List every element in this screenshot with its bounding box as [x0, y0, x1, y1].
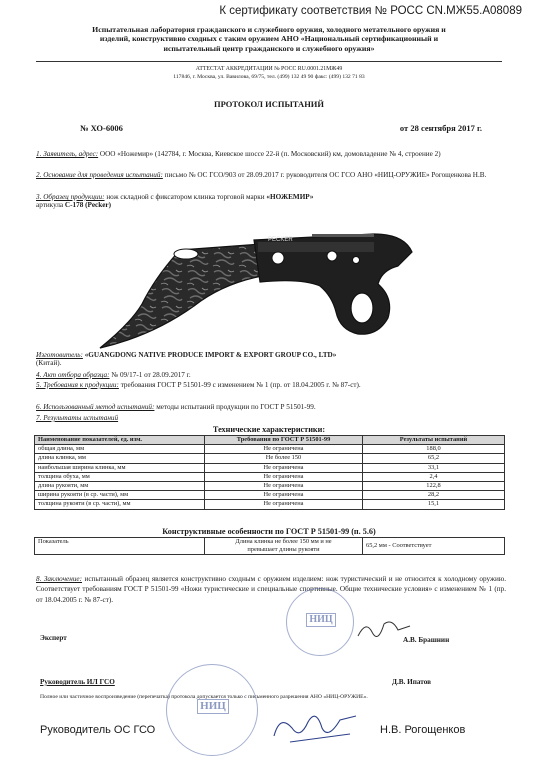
- sample-article-prefix: артикула: [36, 201, 64, 210]
- head-signature-icon: [270, 706, 360, 746]
- accreditation: АТТЕСТАТ АККРЕДИТАЦИИ № РОСС RU.0001.21МЖ49: [195, 66, 343, 72]
- results-label: 7. Результаты испытаний: [36, 414, 119, 422]
- table-row: [35, 491, 505, 500]
- protocol-title: ПРОТОКОЛ ИСПЫТАНИЙ: [213, 99, 325, 109]
- lab-header-line-1: Испытательная лаборатория гражданского и служебного оружия, холодного метательного оружия и: [92, 25, 446, 34]
- spec-cell-result: 15,1: [363, 500, 505, 509]
- expert-name: А.В. Брашнин: [403, 636, 450, 644]
- bottom-left-signatory: Руководитель ОС ГСО: [40, 724, 156, 736]
- spec-cell-req: Не ограничена: [205, 482, 363, 491]
- spec-header-result: Результаты испытаний: [363, 436, 505, 445]
- spec-cell-result: 33,1: [363, 463, 505, 472]
- table-row: [35, 472, 505, 481]
- bottom-right-signatory: Н.В. Рогощенков: [380, 724, 466, 736]
- spec-header-row: [35, 436, 505, 445]
- spec-table: [34, 435, 505, 510]
- spec-cell-req: Не ограничена: [205, 500, 363, 509]
- manufacturer-label: Изготовитель:: [36, 351, 83, 359]
- lab-header-line-2: изделий, конструктивно сходных с таким оружием АНО «Национальный сертификационный и: [99, 34, 439, 44]
- requirements-label: 5. Требования к продукции:: [36, 381, 119, 389]
- method-label: 6. Использованный метод испытаний:: [36, 403, 155, 411]
- table-row: [35, 445, 505, 454]
- sampling-act-label: 4. Акт отбора образца:: [36, 371, 110, 379]
- round-stamp-upper: [286, 588, 354, 656]
- applicant-label: 1. Заявитель, адрес:: [36, 150, 99, 158]
- spec-header-req: Требования по ГОСТ Р 51501-99: [205, 436, 363, 445]
- conclusion: [36, 574, 506, 605]
- spec-cell-name: общая длина, мм: [35, 445, 205, 454]
- stamp-text-upper: НИЦ: [306, 613, 336, 627]
- lab-address: 117846, г. Москва, ул. Вавилова, 69/75, тел. (499) 132 49 90 факс: (499) 132 71 83: [173, 74, 365, 80]
- spec-cell-result: 65,2: [363, 454, 505, 463]
- item-manufacturer: [36, 351, 506, 368]
- manufacturer-text: «GUANGDONG NATIVE PRODUCE IMPORT & EXPORT GROUP CO., LTD»: [84, 351, 337, 359]
- table-row: [35, 454, 505, 463]
- constr-requirement: [205, 538, 363, 555]
- sample-article: С-178 (Pecker): [64, 201, 112, 210]
- spec-cell-result: 122,8: [363, 482, 505, 491]
- spec-cell-result: 2,4: [363, 472, 505, 481]
- spec-cell-name: толщина рукояти (в ср. части), мм: [35, 500, 205, 509]
- constr-result: 65,2 мм - Соответствует: [363, 538, 505, 555]
- certificate-note: К сертификату соответствия № РОСС CN.МЖ55.А08089: [219, 5, 522, 17]
- constr-table: [34, 537, 505, 555]
- basis-label: 2. Основание для проведения испытаний:: [36, 171, 163, 179]
- round-stamp-lower: [166, 664, 258, 756]
- spec-cell-req: Не ограничена: [205, 472, 363, 481]
- spec-cell-req: Не более 150: [205, 454, 363, 463]
- spec-cell-name: ширина рукояти (в ср. части), мм: [35, 491, 205, 500]
- table-row: [35, 538, 505, 555]
- spec-cell-req: Не ограничена: [205, 491, 363, 500]
- spec-cell-req: Не ограничена: [205, 463, 363, 472]
- constr-requirement-line-1: Длина клинка не более 150 мм и не: [235, 538, 332, 545]
- head-lab-name: Д.В. Ипатов: [392, 678, 432, 686]
- sample-label: 3. Образец продукции:: [36, 193, 105, 201]
- table-row: [35, 463, 505, 472]
- spec-cell-name: наибольшая ширина клинка, мм: [35, 463, 205, 472]
- item-results: [36, 414, 506, 422]
- constr-title: Конструктивные особенности по ГОСТ Р 51501-99 (п. 5.6): [162, 527, 376, 536]
- table-row: [35, 482, 505, 491]
- spec-cell-result: 28,2: [363, 491, 505, 500]
- lab-header-line-3: испытательный центр гражданского и служебного оружия»: [163, 43, 375, 53]
- sample-text: нож складной с фиксатором клинка торговой марки: [106, 193, 265, 201]
- applicant-text: ООО «Ножемир» (142784, г. Москва, Киевское шоссе 22-й (п. Московский) км, домовладение № 4, строение 2): [99, 150, 441, 158]
- table-row: [35, 500, 505, 509]
- constr-label: Показатель: [35, 538, 205, 555]
- conclusion-label: 8. Заключение:: [36, 575, 82, 583]
- knife-engraving: PECKER: [268, 237, 293, 243]
- protocol-number: № ХО-6006: [80, 123, 123, 133]
- head-lab-label: Руководитель ИЛ ГСО: [40, 678, 115, 686]
- conclusion-text: испытанный образец является конструктивно сходным с оружием изделием: нож туристический и не относится к холодному оружию. Соответствует требованиям ГОСТ Р 51501-99 «Ножи туристические и специальные спортивные. Общие технические условия» с изменением № 1 (пр. от 18.04.2005 г. № 87-ст).: [36, 575, 506, 604]
- item-method: [36, 403, 506, 411]
- lab-header: [30, 25, 508, 53]
- spec-cell-name: длина клинка, мм: [35, 454, 205, 463]
- copy-note: Полное или частичное воспроизведение (перепечатка) протокола допускается только с письменного разрешения АНО «НИЦ-ОРУЖИЕ».: [40, 694, 368, 700]
- stamp-text-lower: НИЦ: [197, 699, 229, 714]
- expert-label: Эксперт: [40, 634, 67, 642]
- sampling-act-text: № 09/17-1 от 28.09.2017 г.: [111, 371, 191, 379]
- protocol-date: от 28 сентября 2017 г.: [399, 123, 482, 133]
- spec-cell-name: длина рукояти, мм: [35, 482, 205, 491]
- tech-title: Технические характеристики:: [212, 425, 326, 434]
- item-basis: [36, 171, 506, 179]
- method-text: методы испытаний продукции по ГОСТ Р 51501-99.: [156, 403, 316, 411]
- sample-brand: «НОЖЕМИР»: [266, 193, 314, 201]
- spec-cell-result: 188,0: [363, 445, 505, 454]
- spec-cell-name: толщина обуха, мм: [35, 472, 205, 481]
- spec-cell-req: Не ограничена: [205, 445, 363, 454]
- item-sampling-act: [36, 371, 506, 379]
- item-sample: [36, 193, 506, 210]
- knife-blade: [100, 244, 262, 348]
- requirements-text: требования ГОСТ Р 51501-99 с изменением № 1 (пр. от 18.04.2005 г. № 87-ст).: [120, 381, 361, 389]
- knife-photo: [82, 214, 462, 352]
- manufacturer-country: (Китай).: [36, 359, 62, 368]
- basis-text: письмо № ОС ГСО/903 от 28.09.2017 г. руководителя ОС ГСО АНО «НИЦ-ОРУЖИЕ» Рогощенкова Н.В.: [164, 171, 487, 179]
- constr-requirement-line-2: превышает длины рукояти: [247, 546, 320, 553]
- item-applicant: [36, 150, 506, 158]
- header-divider: [36, 61, 502, 62]
- item-requirements: [36, 381, 506, 389]
- spec-header-name: Наименование показателей, ед. изм.: [35, 436, 205, 445]
